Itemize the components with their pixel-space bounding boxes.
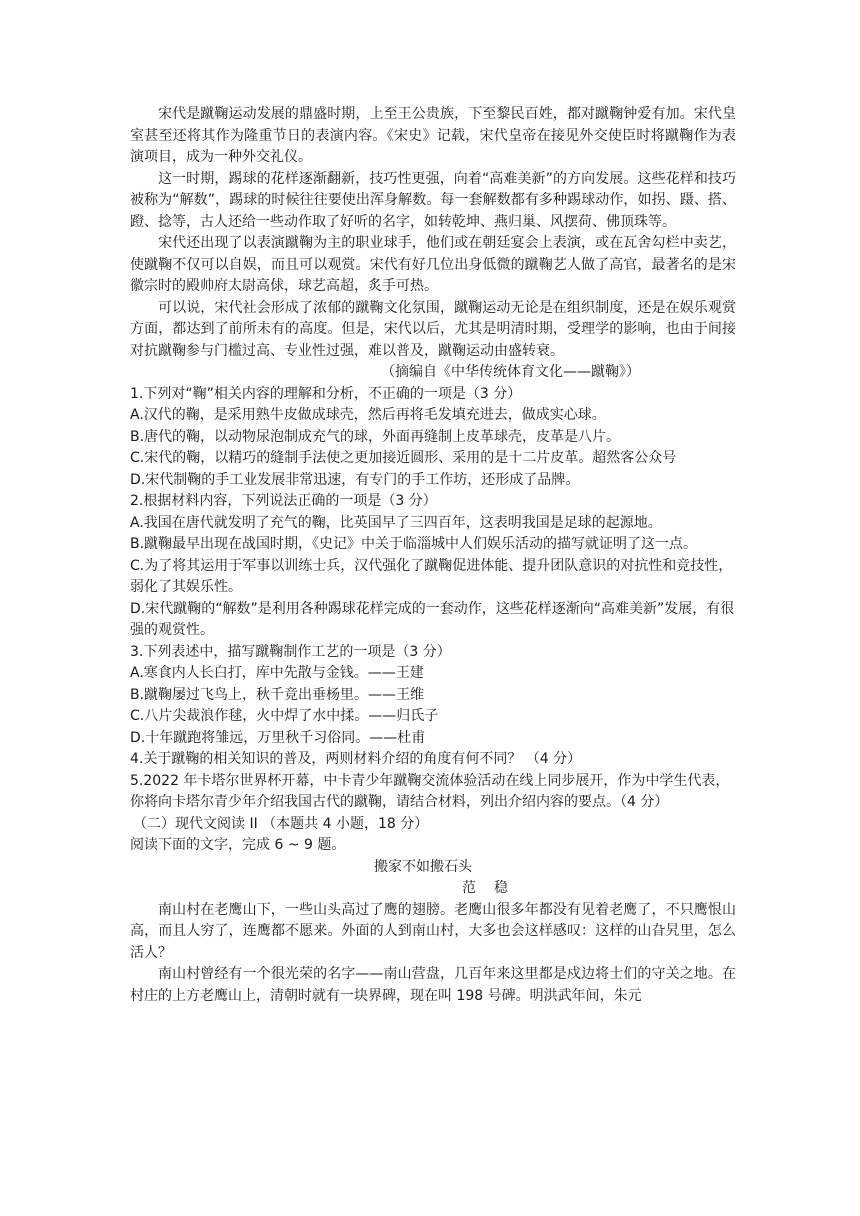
question-3-option-b: B.蹴鞠屡过飞鸟上，秋千竞出垂杨里。——王维 bbox=[130, 686, 425, 703]
question-3-stem: 3.下列表述中，描写蹴鞠制作工艺的一项是（3 分） bbox=[130, 643, 451, 660]
article-author: 范 稳 bbox=[462, 880, 510, 896]
paragraph: 这一时期，踢球的花样逐渐翻新，技巧性更强，向着“高难美新”的方向发展。这些花样和技巧被称为“解数”，踢球的时候往往要使出浑身解数。每一套解数都有多种踢球动作，如拐、蹑、搭、蹬、捻等，古人还给一些动作取了好听的名字，如转乾坤、燕归巢、风摆荷、佛顶珠等。 bbox=[130, 170, 736, 230]
question-2-option-c: C.为了将其运用于军事以训练士兵，汉代强化了蹴鞠促进体能、提升团队意识的对抗性和竞技性，弱化了其娱乐性。 bbox=[130, 557, 733, 595]
question-3-option-a: A.寒食内人长白打，库中先散与金钱。——王建 bbox=[130, 665, 424, 681]
paragraph: 可以说，宋代社会形成了浓郁的蹴鞠文化氛围，蹴鞠运动无论是在组织制度，还是在娱乐观赏方面，都达到了前所未有的高度。但是，宋代以后，尤其是明清时期，受理学的影响，也由于间接对抗蹴鞠参与门槛过高、专业性过强，难以普及，蹴鞠运动由盛转衰。 bbox=[130, 299, 736, 359]
question-3-option-c: C.八片尖裁浪作毬，火中焊了水中揉。——归氏子 bbox=[130, 708, 439, 724]
paragraph: 南山村在老鹰山下，一些山头高过了鹰的翅膀。老鹰山很多年都没有见着老鹰了，不只鹰恨山高，而且人穷了，连鹰都不愿来。外面的人到南山村，大多也会这样感叹：这样的山旮旯里，怎么活人？ bbox=[130, 901, 736, 961]
question-3-option-d: D.十年蹴跑将雏远，万里秋千习俗同。——杜甫 bbox=[130, 729, 426, 746]
paragraph: 宋代还出现了以表演蹴鞠为主的职业球手，他们或在朝廷宴会上表演，或在瓦舍勾栏中卖艺，使蹴鞠不仅可以自娱，而且可以观赏。宋代有好几位出身低微的蹴鞠艺人做了高官，最著名的是宋徽宗时的殿帅府太尉高俅，球艺高超，炙手可热。 bbox=[130, 235, 736, 294]
question-1-option-b: B.唐代的鞠，以动物尿泡制成充气的球，外面再缝制上皮革球壳，皮革是八片。 bbox=[130, 428, 621, 445]
paragraph: 宋代是蹴鞠运动发展的鼎盛时期，上至王公贵族，下至黎民百姓，都对蹴鞠钟爱有加。宋代皇室甚至还将其作为隆重节日的表演内容。《宋史》记载，宋代皇帝在接见外交使臣时将蹴鞠作为表演项目，成为一种外交礼仪。 bbox=[130, 106, 736, 165]
question-2-option-d: D.宋代蹴鞠的“解数”是利用各种踢球花样完成的一套动作，这些花样逐渐向“高难美新”发展，有很强的观赏性。 bbox=[130, 600, 735, 638]
article-title: 搬家不如搬石头 bbox=[374, 858, 472, 875]
question-1-option-c: C.宋代的鞠，以精巧的缝制手法使之更加接近圆形、采用的是十二片皮革。超然客公众号 bbox=[130, 450, 677, 466]
question-1-option-a: A.汉代的鞠，是采用熟牛皮做成球壳，然后再将毛发填充进去，做成实心球。 bbox=[130, 407, 606, 423]
question-1-option-d: D.宋代制鞠的手工业发展非常迅速，有专门的手工作坊，还形成了品牌。 bbox=[130, 471, 580, 488]
question-2-stem: 2.根据材料内容，下列说法正确的一项是（3 分） bbox=[130, 493, 437, 509]
section-instruction: 阅读下面的文字，完成 6 ~ 9 题。 bbox=[130, 837, 346, 853]
source-citation: （摘编自《中华传统体育文化——蹴鞠》） bbox=[381, 364, 640, 380]
question-4: 4.关于蹴鞠的相关知识的普及，两则材料介绍的角度有何不同？ （4 分） bbox=[130, 751, 582, 767]
question-2-option-a: A.我国在唐代就发明了充气的鞠，比英国早了三四百年，这表明我国是足球的起源地。 bbox=[130, 514, 662, 531]
section-heading: （二）现代文阅读 II （本题共 4 小题，18 分） bbox=[133, 815, 429, 832]
question-1-stem: 1.下列对“鞠”相关内容的理解和分析，不正确的一项是（3 分） bbox=[130, 385, 522, 402]
document-page bbox=[130, 104, 736, 1007]
paragraph: 南山村曾经有一个很光荣的名字——南山营盘，几百年来这里都是戍边将士们的守关之地。在村庄的上方老鹰山上，清朝时就有一块界碑，现在叫 198 号碑。明洪武年间，朱元 bbox=[130, 966, 736, 1004]
question-5: 5.2022 年卡塔尔世界杯开幕，中卡青少年蹴鞠交流体验活动在线上同步展开，作为中学生代表，你将向卡塔尔青少年介绍我国古代的蹴鞠，请结合材料，列出介绍内容的要点。（4 分） bbox=[130, 772, 730, 810]
question-2-option-b: B.蹴鞠最早出现在战国时期，《史记》中关于临淄城中人们娱乐活动的描写就证明了这一点。 bbox=[130, 536, 698, 552]
